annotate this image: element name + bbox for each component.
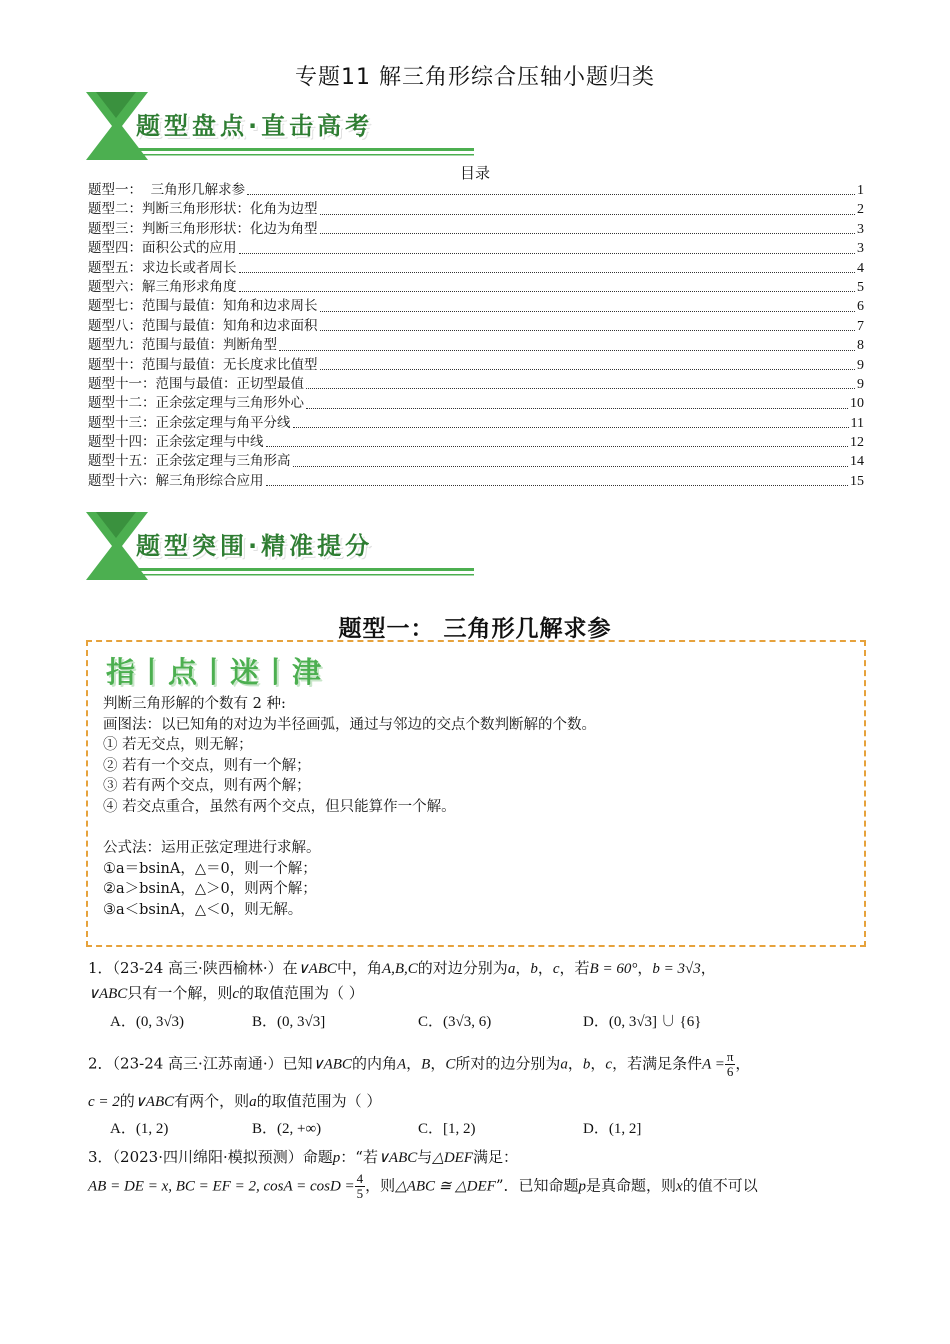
toc-leader-dots bbox=[266, 446, 849, 447]
question-source: （23-24 高三·陕西榆林·） bbox=[112, 959, 283, 977]
tip-line: ②a＞bsinA，△＞0，则两个解； bbox=[103, 881, 317, 898]
toc-entry-label: 题型四：面积公式的应用 bbox=[88, 240, 237, 257]
toc-entry[interactable] bbox=[88, 297, 864, 316]
tip-line: ③a＜bsinA，△＜0，则无解。 bbox=[103, 901, 303, 918]
math: c bbox=[232, 986, 239, 1002]
math: b bbox=[582, 1056, 591, 1073]
question-3-line-2 bbox=[88, 1172, 758, 1201]
toc-leader-dots bbox=[306, 388, 855, 389]
toc-entry-page: 4 bbox=[857, 260, 864, 276]
toc-leader-dots bbox=[279, 350, 855, 351]
toc-entry[interactable] bbox=[88, 239, 864, 258]
math: A,B,C bbox=[381, 961, 418, 977]
text: 在 bbox=[282, 959, 298, 977]
toc-entry-label: 题型十：范围与最值：无长度求比值型 bbox=[88, 356, 318, 373]
section-title: 题型一： 三角形几解求参 bbox=[338, 616, 612, 642]
fraction-denominator: 5 bbox=[356, 1186, 364, 1201]
text: 有两个，则 bbox=[174, 1092, 250, 1110]
question-1-line-2 bbox=[88, 982, 364, 1003]
toc-leader-dots bbox=[320, 214, 856, 215]
toc-entry[interactable] bbox=[88, 200, 864, 219]
toc-leader-dots bbox=[247, 194, 855, 195]
tip-line: ① 若无交点，则无解； bbox=[103, 737, 253, 754]
toc-entry-page: 5 bbox=[857, 279, 864, 295]
math: x bbox=[676, 1178, 683, 1195]
option-a[interactable]: A．(1, 2) bbox=[110, 1121, 169, 1137]
question-2-line-2 bbox=[88, 1090, 381, 1111]
math: b = 3√3 bbox=[652, 961, 701, 977]
text: 的值不可以 bbox=[682, 1176, 758, 1195]
toc-entry-label: 题型十五：正余弦定理与三角形高 bbox=[88, 453, 291, 470]
toc-entry-page: 9 bbox=[857, 376, 864, 392]
toc-entry-page: 15 bbox=[850, 473, 864, 489]
fraction bbox=[725, 1050, 736, 1079]
math: a bbox=[507, 961, 516, 977]
toc-entry[interactable] bbox=[88, 317, 864, 336]
tip-line: ④ 若交点重合，虽然有两个交点，但只能算作一个解。 bbox=[103, 798, 456, 815]
question-1-options bbox=[110, 1010, 870, 1034]
question-2-line-1 bbox=[88, 1050, 750, 1079]
toc-entry[interactable] bbox=[88, 356, 864, 375]
toc-entry-page: 10 bbox=[850, 396, 864, 412]
text: ， bbox=[406, 1054, 422, 1073]
toc-leader-dots bbox=[320, 330, 856, 331]
fraction bbox=[355, 1172, 366, 1201]
text: 的对边分别为 bbox=[417, 959, 508, 977]
tip-line: ①a＝bsinA，△＝0，则一个解； bbox=[103, 860, 317, 877]
toc-entry-label: 题型十一：范围与最值：正切型最值 bbox=[88, 375, 304, 392]
toc-entry-page: 11 bbox=[850, 415, 864, 431]
toc-entry-page: 12 bbox=[850, 435, 864, 451]
text: 的取值范围为（ ） bbox=[256, 1092, 382, 1110]
toc-entry-label: 题型二：判断三角形形状：化角为边型 bbox=[88, 201, 318, 218]
tip-line: 画图法：以已知角的对边为半径画弧，通过与邻边的交点个数判断解的个数。 bbox=[103, 716, 596, 733]
tip-content bbox=[103, 694, 596, 921]
question-number: 3． bbox=[88, 1148, 113, 1166]
fraction-numerator: 4 bbox=[356, 1171, 364, 1186]
fraction-numerator: π bbox=[726, 1049, 734, 1064]
text: 的内角 bbox=[351, 1054, 397, 1073]
text: ， bbox=[430, 1054, 446, 1073]
option-a[interactable]: A．(0, 3√3) bbox=[110, 1014, 185, 1030]
toc-entry-page: 8 bbox=[857, 338, 864, 354]
text: 是真命题，则 bbox=[586, 1176, 677, 1195]
tip-line bbox=[103, 818, 596, 839]
math: B = 60° bbox=[589, 961, 638, 977]
math: B bbox=[421, 1056, 431, 1073]
toc-entry-page: 3 bbox=[857, 241, 864, 257]
table-of-contents bbox=[88, 181, 864, 491]
text: ”．已知命题 bbox=[495, 1176, 579, 1195]
option-d[interactable]: D．(1, 2] bbox=[583, 1121, 642, 1137]
math: b bbox=[530, 961, 538, 977]
toc-entry[interactable] bbox=[88, 259, 864, 278]
text: ， bbox=[637, 959, 653, 977]
toc-heading: 目录 bbox=[459, 164, 490, 182]
toc-entry-page: 7 bbox=[857, 318, 864, 334]
option-b[interactable]: B．(0, 3√3] bbox=[252, 1014, 326, 1030]
toc-leader-dots bbox=[320, 311, 856, 312]
text: 只有一个解，则 bbox=[127, 984, 233, 1002]
toc-entry-page: 1 bbox=[857, 182, 864, 198]
toc-entry[interactable] bbox=[88, 414, 864, 433]
toc-entry-page: 9 bbox=[857, 357, 864, 373]
tip-line: 判断三角形解的个数有 2 种: bbox=[103, 696, 286, 712]
math: AB = DE = x, BC = EF = 2, cosA = cosD = bbox=[88, 1178, 355, 1195]
math: A bbox=[396, 1056, 407, 1073]
toc-entry[interactable] bbox=[88, 394, 864, 413]
toc-entry-label: 题型六：解三角形求角度 bbox=[88, 278, 237, 295]
option-d[interactable]: D．(0, 3√3] ∪ {6} bbox=[583, 1014, 702, 1030]
text: 的取值范围为（ ） bbox=[239, 984, 364, 1002]
question-3-line-1 bbox=[88, 1146, 518, 1167]
text: ， bbox=[537, 959, 553, 977]
math: ∨ABC bbox=[377, 1150, 418, 1166]
text: 与 bbox=[417, 1148, 433, 1166]
toc-leader-dots bbox=[293, 466, 849, 467]
toc-entry-label: 题型三：判断三角形形状：化边为角型 bbox=[88, 220, 318, 237]
banner-practice-text: 题型突围·精准提分 bbox=[136, 532, 374, 560]
math: A = bbox=[702, 1056, 725, 1073]
option-c[interactable]: C．[1, 2) bbox=[418, 1121, 476, 1137]
text: ，若 bbox=[559, 959, 590, 977]
math: p bbox=[578, 1178, 586, 1195]
math: ∨ABC bbox=[297, 961, 337, 977]
math: p bbox=[332, 1150, 341, 1166]
tip-line: ③ 若有两个交点，则有两个解； bbox=[103, 778, 311, 795]
toc-entry-label: 题型八：范围与最值：知角和边求面积 bbox=[88, 317, 318, 334]
toc-entry-label: 题型五：求边长或者周长 bbox=[88, 259, 237, 276]
text: 的 bbox=[119, 1092, 135, 1110]
tip-box bbox=[86, 640, 866, 947]
toc-entry-label: 题型十四：正余弦定理与中线 bbox=[88, 434, 264, 451]
toc-entry-label: 题型一： 三角形几解求参 bbox=[88, 181, 246, 198]
math: c = 2 bbox=[88, 1094, 120, 1110]
option-c[interactable]: C．(3√3, 6) bbox=[418, 1014, 492, 1030]
math: c bbox=[605, 1056, 613, 1073]
text: ， bbox=[700, 959, 716, 977]
math: a bbox=[560, 1056, 568, 1073]
toc-entry-page: 2 bbox=[857, 202, 864, 218]
question-2-options bbox=[110, 1117, 870, 1141]
text: 满足： bbox=[472, 1148, 518, 1166]
text: ：“若 bbox=[340, 1148, 378, 1166]
tip-heading: 指丨点丨迷丨津 bbox=[106, 655, 324, 689]
toc-entry-page: 6 bbox=[857, 299, 864, 315]
question-number: 1． bbox=[88, 959, 113, 977]
math: △DEF bbox=[432, 1150, 473, 1166]
math: ∨ABC bbox=[134, 1094, 175, 1110]
banner-overview-text: 题型盘点·直击高考 bbox=[136, 112, 374, 140]
toc-leader-dots bbox=[320, 233, 856, 234]
text: ， bbox=[735, 1054, 751, 1073]
math: ∨ABC bbox=[312, 1056, 352, 1073]
toc-entry-label: 题型十六：解三角形综合应用 bbox=[88, 472, 264, 489]
math: ∨ABC bbox=[88, 986, 128, 1002]
text: 命题 bbox=[302, 1148, 333, 1166]
toc-leader-dots bbox=[266, 485, 849, 486]
tip-line: 公式法：运用正弦定理进行求解。 bbox=[103, 840, 321, 857]
toc-leader-dots bbox=[320, 369, 856, 370]
text: ， bbox=[567, 1054, 583, 1073]
page-title: 专题11 解三角形综合压轴小题归类 bbox=[295, 65, 655, 90]
toc-entry-label: 题型九：范围与最值：判断角型 bbox=[88, 337, 277, 354]
math: c bbox=[552, 961, 560, 977]
toc-entry[interactable] bbox=[88, 181, 864, 200]
text: ， bbox=[590, 1054, 606, 1073]
question-source: （2023·四川绵阳·模拟预测） bbox=[112, 1148, 303, 1166]
toc-leader-dots bbox=[239, 253, 856, 254]
text: 所对的边分别为 bbox=[455, 1054, 561, 1073]
section-banner-practice bbox=[86, 512, 478, 580]
option-b[interactable]: B．(2, +∞) bbox=[252, 1121, 322, 1137]
question-source: （23-24 高三·江苏南通·） bbox=[112, 1054, 283, 1073]
toc-leader-dots bbox=[239, 272, 856, 273]
toc-entry[interactable] bbox=[88, 375, 864, 394]
text: 已知 bbox=[282, 1054, 313, 1073]
math: C bbox=[445, 1056, 456, 1073]
fraction-denominator: 6 bbox=[726, 1064, 734, 1079]
math: △ABC ≅ △DEF bbox=[395, 1178, 496, 1195]
toc-entry[interactable] bbox=[88, 472, 864, 491]
text: 中，角 bbox=[336, 959, 382, 977]
toc-entry[interactable] bbox=[88, 220, 864, 239]
text: ， bbox=[515, 959, 531, 977]
toc-entry-label: 题型七：范围与最值：知角和边求周长 bbox=[88, 298, 318, 315]
toc-leader-dots bbox=[306, 408, 848, 409]
tip-line: ② 若有一个交点，则有一个解； bbox=[103, 757, 311, 774]
text: ，若满足条件 bbox=[612, 1054, 703, 1073]
question-number: 2． bbox=[88, 1054, 113, 1073]
toc-entry-label: 题型十三：正余弦定理与角平分线 bbox=[88, 414, 291, 431]
math: a bbox=[249, 1094, 257, 1110]
toc-entry-page: 14 bbox=[850, 454, 864, 470]
toc-leader-dots bbox=[293, 427, 849, 428]
question-1-line-1 bbox=[88, 957, 716, 978]
toc-entry[interactable] bbox=[88, 278, 864, 297]
toc-entry[interactable] bbox=[88, 336, 864, 355]
toc-entry-page: 3 bbox=[857, 221, 864, 237]
section-banner-overview bbox=[86, 92, 478, 160]
toc-entry[interactable] bbox=[88, 433, 864, 452]
toc-entry-label: 题型十二：正余弦定理与三角形外心 bbox=[88, 395, 304, 412]
toc-entry[interactable] bbox=[88, 452, 864, 471]
toc-leader-dots bbox=[239, 291, 856, 292]
text: ，则 bbox=[365, 1176, 396, 1195]
